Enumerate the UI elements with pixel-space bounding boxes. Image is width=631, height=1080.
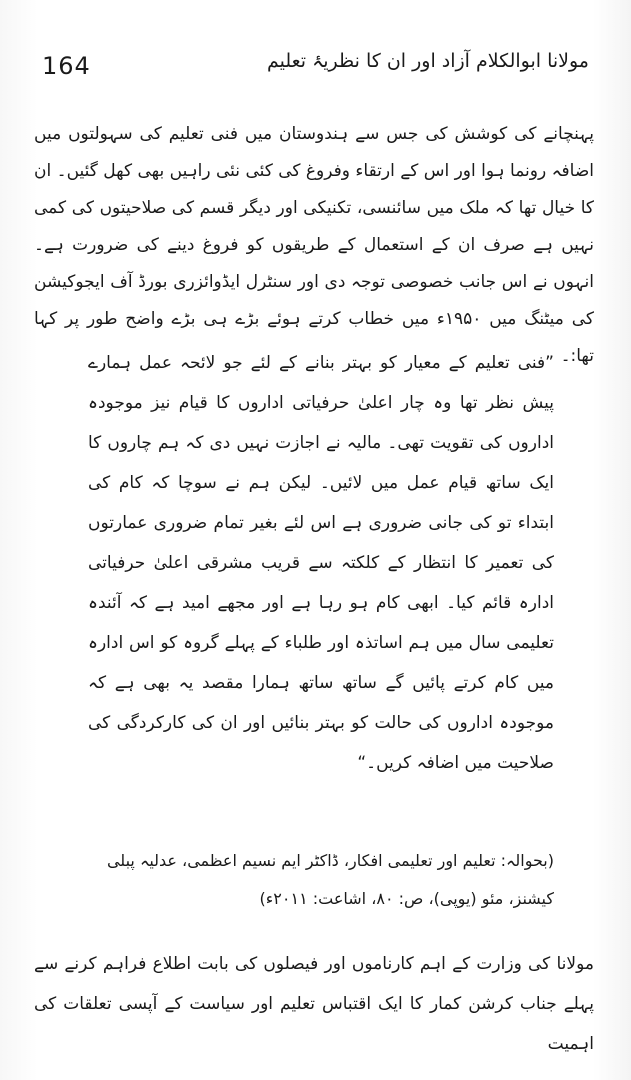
block-quote: ”فنی تعلیم کے معیار کو بہتر بنانے کے لئے جو لائحہ عمل ہمارے پیش نظر تھا وہ چار اعلیٰ حرفیاتی اداروں کا قیام نیز موجودہ اداروں کی تقویت تھی۔ مالیہ نے اجازت نہیں دی کہ ہم چاروں کا ایک ساتھ قیام عمل میں لائیں۔ لیکن ہم نے سوچا کہ کام کی ابتداء تو کی جانی ضروری ہے اس لئے بغیر تمام ضروری عمارتوں کی تعمیر کا انتظار کے کلکتہ سے قریب مشرقی اعلیٰ حرفیاتی ادارہ قائم کیا۔ ابھی کام ہو رہا ہے اور مجھے امید ہے کہ آئندہ تعلیمی سال میں ہم اساتذہ اور طلباء کے پہلے گروہ کو اس ادارہ میں کام کرتے پائیں گے ساتھ ساتھ ہمارا مقصد یہ بھی ہے کہ موجودہ اداروں کی حالت کو بہتر بنائیں اور ان کی کارکردگی کی صلاحیت میں اضافہ کریں۔“: [88, 353, 554, 773]
page-number: 164: [42, 52, 91, 80]
running-title: مولانا ابوالکلام آزاد اور ان کا نظریۂ تعلیم: [266, 50, 589, 72]
citation-note: (بحوالہ: تعلیم اور تعلیمی افکار، ڈاکٹر ایم نسیم اعظمی، عدلیہ پبلی کیشنز، مئو (یوپی)، ص: ۸۰، اشاعت: ۲۰۱۱ء): [106, 851, 554, 908]
opening-paragraph: پہنچانے کی کوشش کی جس سے ہندوستان میں فنی تعلیم کی سہولتوں میں اضافہ رونما ہوا اور اس کے ارتقاء وفروغ کی کئی نئی راہیں بھی کھل گئیں۔ ان کا خیال تھا کہ ملک میں سائنسی، تکنیکی اور دیگر قسم کی صلاحیتوں کی کمی نہیں ہے صرف ان کے استعمال کے طریقوں کو فروغ دینے کی ضرورت ہے۔ انہوں نے اس جانب خصوصی توجہ دی اور سنٹرل ایڈوائزری بورڈ آف ایجوکیشن کی میٹنگ میں ۱۹۵۰ء میں خطاب کرتے ہوئے بڑے ہی بڑے واضح طور پر کہا تھا:۔: [34, 124, 594, 366]
closing-paragraph: مولانا کی وزارت کے اہم کارناموں اور فیصلوں کی بابت اطلاع فراہم کرنے سے پہلے جناب کرشن کمار کا ایک اقتباس تعلیم اور سیاست کے آپسی تعلقات کی اہمیت: [34, 954, 594, 1054]
